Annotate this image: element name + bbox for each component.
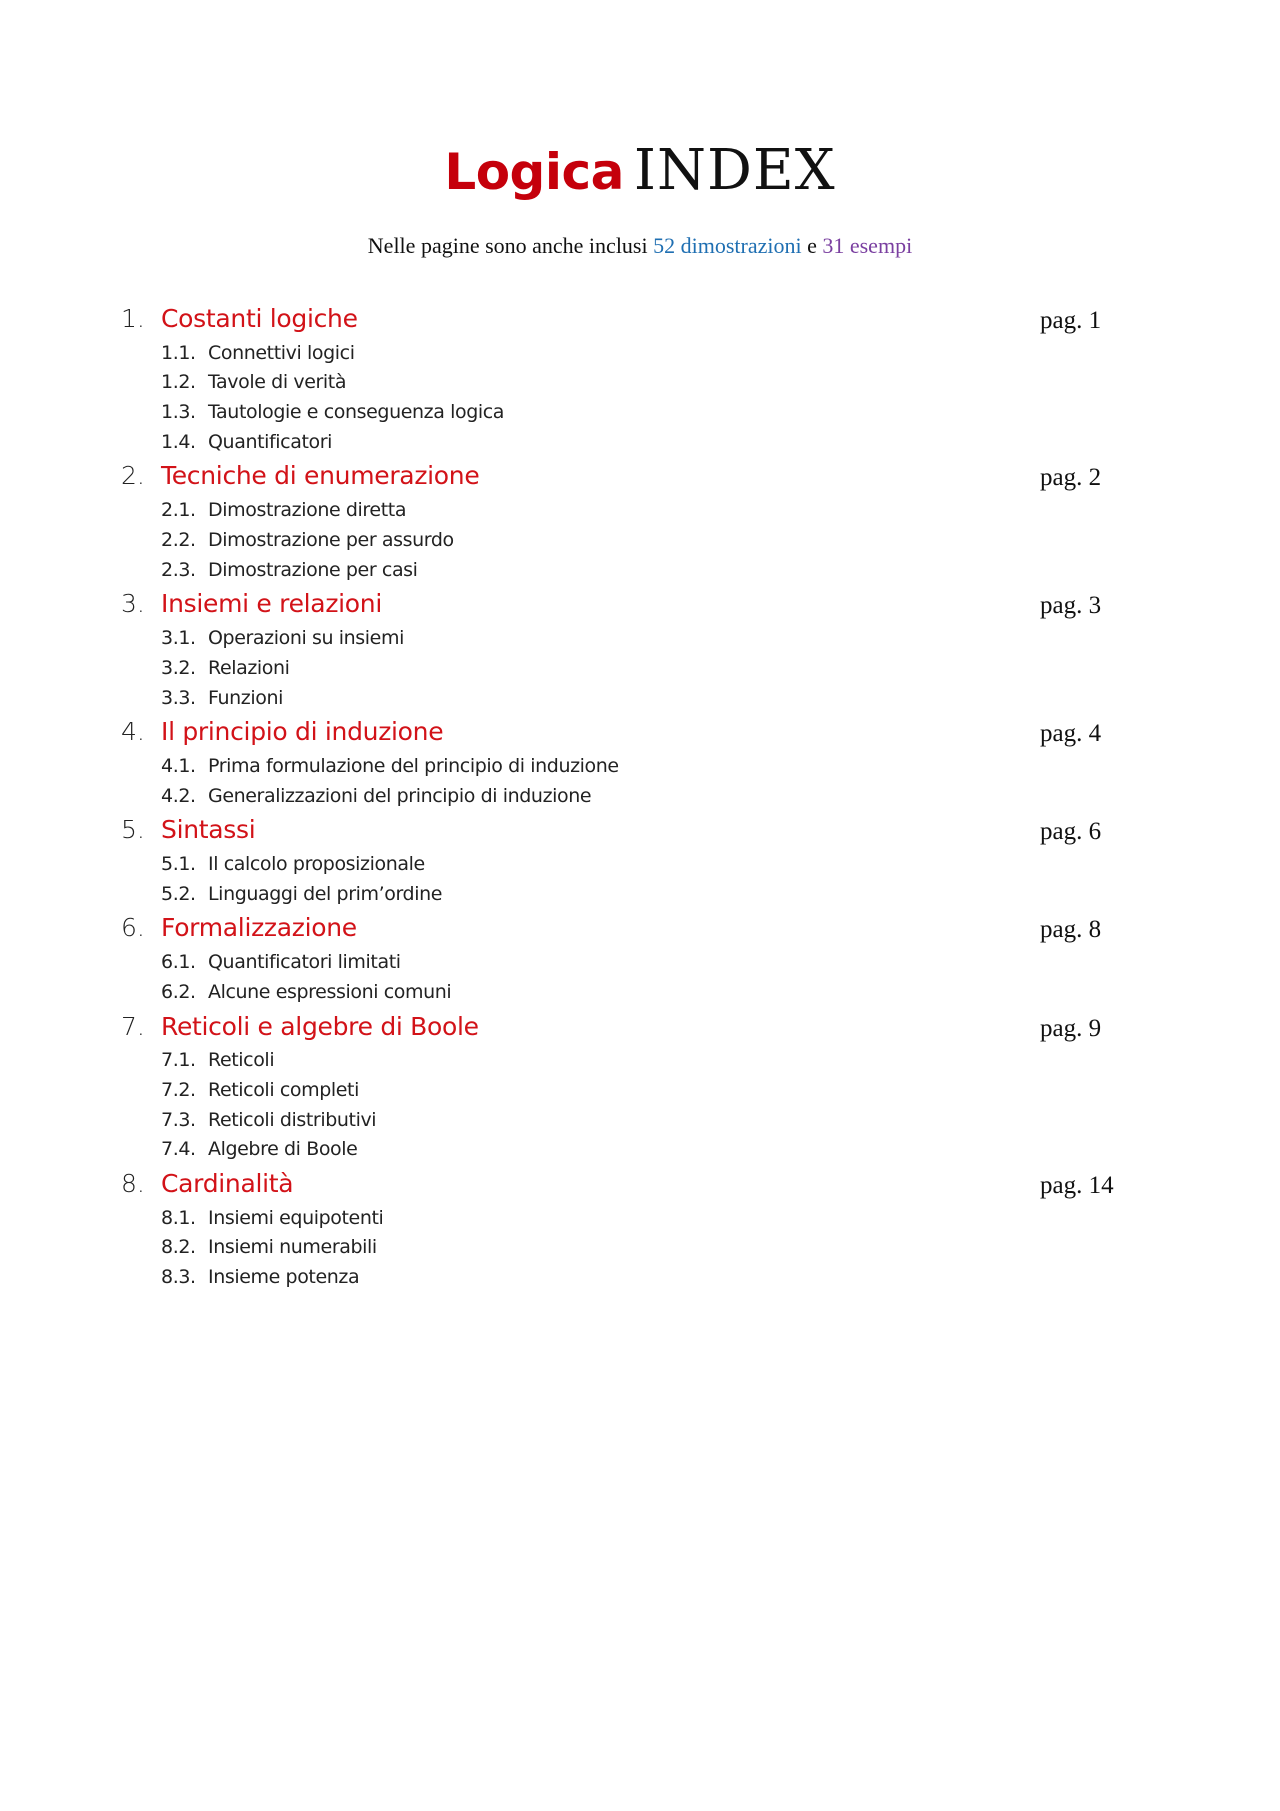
subtitle-prefix: Nelle pagine sono anche inclusi (367, 233, 648, 258)
toc-subsection[interactable] (0, 752, 1280, 780)
section-title[interactable]: Il principio di induzione (161, 717, 444, 746)
section-page: pag. 2 (1040, 464, 1102, 491)
section-number: 4. (121, 717, 145, 746)
subsection-title[interactable]: Quantificatori limitati (208, 951, 401, 973)
toc-section[interactable] (0, 911, 1280, 947)
toc-subsection[interactable] (0, 1135, 1280, 1163)
subsection-title[interactable]: Reticoli distributivi (208, 1109, 377, 1131)
toc-subsection[interactable] (0, 1263, 1280, 1291)
toc-subsection[interactable] (0, 978, 1280, 1006)
toc-subsection[interactable] (0, 850, 1280, 878)
section-page: pag. 9 (1040, 1015, 1102, 1042)
subsection-number: 1.4. (161, 431, 196, 453)
toc-subsection[interactable] (0, 624, 1280, 652)
section-title[interactable]: Formalizzazione (161, 913, 357, 942)
toc-subsection[interactable] (0, 1046, 1280, 1074)
section-number: 2. (121, 461, 145, 490)
section-title[interactable]: Insiemi e relazioni (161, 589, 382, 618)
toc-subsection[interactable] (0, 1106, 1280, 1134)
toc-subsection[interactable] (0, 654, 1280, 682)
toc-subsection[interactable] (0, 948, 1280, 976)
section-page: pag. 14 (1040, 1172, 1114, 1199)
subsection-number: 3.3. (161, 687, 196, 709)
toc-subsection[interactable] (0, 782, 1280, 810)
subsection-number: 7.3. (161, 1109, 196, 1131)
toc-subsection[interactable] (0, 496, 1280, 524)
section-page: pag. 6 (1040, 818, 1102, 845)
toc-subsection[interactable] (0, 398, 1280, 426)
section-page: pag. 4 (1040, 720, 1102, 747)
section-title[interactable]: Reticoli e algebre di Boole (161, 1012, 479, 1041)
subsection-number: 1.2. (161, 371, 196, 393)
toc-subsection[interactable] (0, 1076, 1280, 1104)
section-title[interactable]: Costanti logiche (161, 304, 358, 333)
section-page: pag. 1 (1040, 307, 1102, 334)
subsection-number: 6.2. (161, 981, 196, 1003)
toc-section[interactable] (0, 715, 1280, 751)
subsection-number: 2.3. (161, 559, 196, 581)
toc-subsection[interactable] (0, 684, 1280, 712)
demos-count: 52 dimostrazioni (653, 233, 802, 258)
subsection-title[interactable]: Alcune espressioni comuni (208, 981, 452, 1003)
toc-section[interactable] (0, 459, 1280, 495)
toc-subsection[interactable] (0, 526, 1280, 554)
section-number: 1. (121, 304, 145, 333)
subsection-title[interactable]: Reticoli completi (208, 1079, 359, 1101)
subsection-number: 7.2. (161, 1079, 196, 1101)
section-title[interactable]: Tecniche di enumerazione (161, 461, 480, 490)
toc-section[interactable] (0, 302, 1280, 338)
subsection-title[interactable]: Dimostrazione per assurdo (208, 529, 454, 551)
subsection-title[interactable]: Reticoli (208, 1049, 275, 1071)
page-title (0, 138, 1280, 203)
subtitle-conjunction: e (807, 233, 817, 258)
subsection-number: 3.2. (161, 657, 196, 679)
subsection-number: 8.1. (161, 1207, 196, 1229)
subsection-number: 7.4. (161, 1138, 196, 1160)
subsection-title[interactable]: Dimostrazione per casi (208, 559, 418, 581)
toc-subsection[interactable] (0, 1204, 1280, 1232)
subsection-title[interactable]: Funzioni (208, 687, 283, 709)
toc-subsection[interactable] (0, 339, 1280, 367)
section-page: pag. 3 (1040, 592, 1102, 619)
subsection-number: 1.1. (161, 342, 196, 364)
subsection-number: 7.1. (161, 1049, 196, 1071)
subsection-title[interactable]: Dimostrazione diretta (208, 499, 407, 521)
section-number: 8. (121, 1169, 145, 1198)
subtitle (0, 233, 1280, 259)
toc-section[interactable] (0, 813, 1280, 849)
subsection-number: 1.3. (161, 401, 196, 423)
toc-subsection[interactable] (0, 880, 1280, 908)
toc-section[interactable] (0, 1010, 1280, 1046)
subsection-number: 5.1. (161, 853, 196, 875)
examples-count: 31 esempi (822, 233, 913, 258)
section-number: 6. (121, 913, 145, 942)
subsection-number: 8.3. (161, 1266, 196, 1288)
subsection-title[interactable]: Insiemi equipotenti (208, 1207, 384, 1229)
section-number: 7. (121, 1012, 145, 1041)
toc-subsection[interactable] (0, 368, 1280, 396)
title-index: INDEX (633, 138, 836, 203)
subsection-number: 2.1. (161, 499, 196, 521)
subsection-number: 4.1. (161, 755, 196, 777)
toc-section[interactable] (0, 1167, 1280, 1203)
subsection-title[interactable]: Insiemi numerabili (208, 1236, 377, 1258)
subsection-title[interactable]: Relazioni (208, 657, 290, 679)
section-title[interactable]: Cardinalità (161, 1169, 294, 1198)
subsection-title[interactable]: Generalizzazioni del principio di induzione (208, 785, 592, 807)
subsection-title[interactable]: Algebre di Boole (208, 1138, 358, 1160)
section-page: pag. 8 (1040, 916, 1102, 943)
subsection-number: 5.2. (161, 883, 196, 905)
toc-subsection[interactable] (0, 428, 1280, 456)
subsection-number: 3.1. (161, 627, 196, 649)
toc-subsection[interactable] (0, 556, 1280, 584)
subsection-number: 4.2. (161, 785, 196, 807)
toc-subsection[interactable] (0, 1233, 1280, 1261)
section-number: 5. (121, 815, 145, 844)
subsection-number: 6.1. (161, 951, 196, 973)
subsection-title[interactable]: Quantificatori (208, 431, 333, 453)
subsection-number: 8.2. (161, 1236, 196, 1258)
subsection-title[interactable]: Insieme potenza (208, 1266, 360, 1288)
subsection-title[interactable]: Connettivi logici (208, 342, 355, 364)
subsection-number: 2.2. (161, 529, 196, 551)
subsection-title[interactable]: Operazioni su insiemi (208, 627, 404, 649)
subsection-title[interactable]: Prima formulazione del principio di induzione (208, 755, 619, 777)
subsection-title[interactable]: Tautologie e conseguenza logica (208, 401, 505, 423)
subsection-title[interactable]: Tavole di verità (208, 371, 347, 393)
toc-section[interactable] (0, 587, 1280, 623)
section-number: 3. (121, 589, 145, 618)
subsection-title[interactable]: Il calcolo proposizionale (208, 853, 425, 875)
title-word: Logica (444, 143, 624, 201)
subsection-title[interactable]: Linguaggi del prim’ordine (208, 883, 443, 905)
section-title[interactable]: Sintassi (161, 815, 256, 844)
